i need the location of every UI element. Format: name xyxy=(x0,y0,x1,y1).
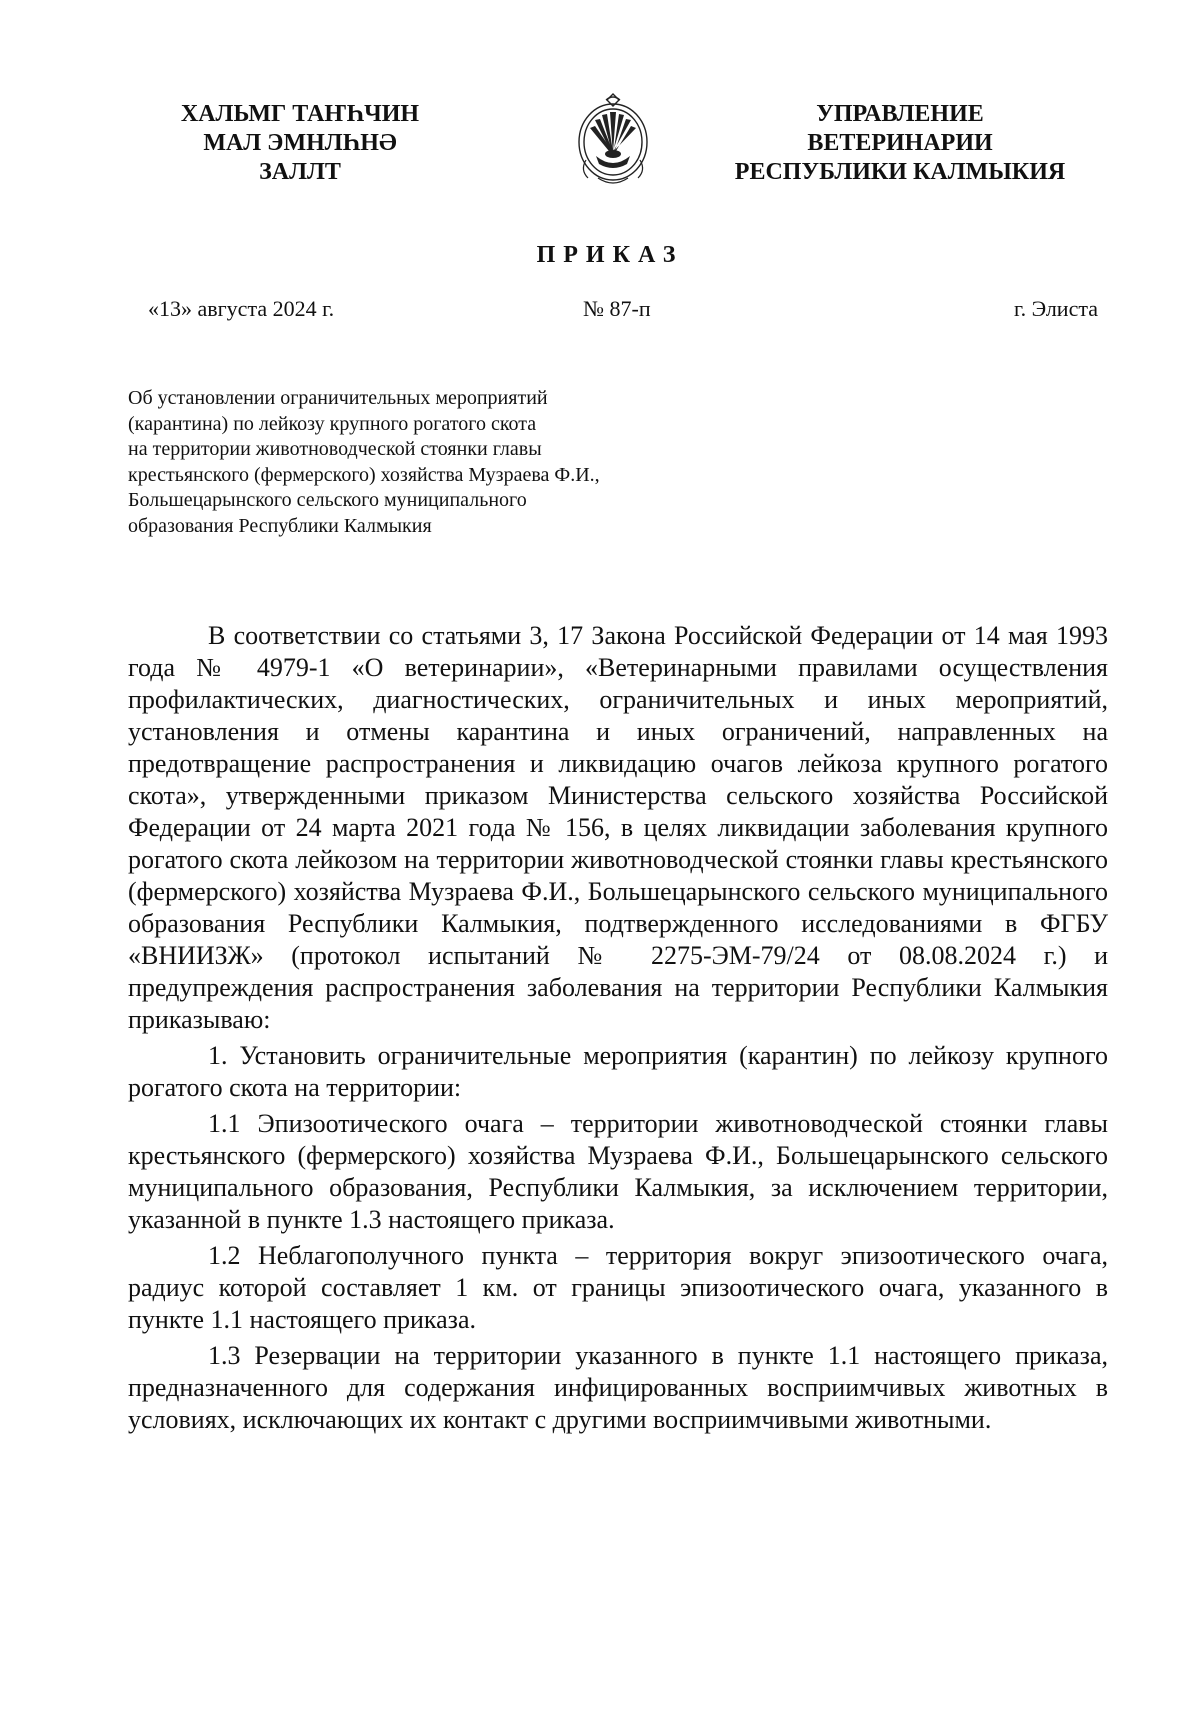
subject-line: крестьянского (фермерского) хозяйства Музраева Ф.И., xyxy=(128,463,600,486)
subject-line: Большецарынского сельского муниципального xyxy=(128,489,527,511)
order-body xyxy=(128,620,1108,1436)
subject-line: Об установлении ограничительных мероприятий xyxy=(128,387,548,409)
document-type-title: ПРИКАЗ xyxy=(536,242,684,268)
clause-1-2: 1.2 Неблагополучного пункта – территория вокруг эпизоотического очага, радиус которой составляет 1 км. от границы эпизоотического очага, указанного в пункте 1.1 настоящего приказа. xyxy=(128,1241,1108,1334)
order-date: «13» августа 2024 г. xyxy=(148,296,335,321)
header-left-kalmyk xyxy=(180,100,420,187)
clause-1-3: 1.3 Резервации на территории указанного в пункте 1.1 настоящего приказа, предназначенного для содержания инфицированных восприимчивых животных в условиях, исключающих их контакт с другими восприимчивыми животными. xyxy=(128,1341,1108,1434)
subject-line: образования Республики Калмыкия xyxy=(128,514,432,537)
order-subject xyxy=(128,386,728,539)
header-right-line: УПРАВЛЕНИЕ xyxy=(816,101,984,127)
header-right-line: ВЕТЕРИНАРИИ xyxy=(807,130,993,156)
preamble-paragraph: В соответствии со статьями 3, 17 Закона Российской Федерации от 14 мая 1993 года № 4979-1 «О ветеринарии», «Ветеринарными правилами осуществления профилактических, диагностических, ограничительных и иных мероприятий, установления и отмены карантина и иных ограничений, направленных на предотвращение распространения и ликвидацию очагов лейкоза крупного рогатого скота», утвержденными приказом Министерства сельского хозяйства Российской Федерации от 24 марта 2021 года № 156, в целях ликвидации заболевания крупного рогатого скота лейкозом на территории животноводческой стоянки главы крестьянского (фермерского) хозяйства Музраева Ф.И., Большецарынского сельского муниципального образования Республики Калмыкия, подтвержденного исследованиями в ФГБУ «ВНИИЗЖ» (протокол испытаний № 2275-ЭМ-79/24 от 08.08.2024 г.) и предупреждения распространения заболевания на территории Республики Калмыкия приказываю: xyxy=(128,621,1108,1034)
order-city: г. Элиста xyxy=(1014,296,1098,321)
order-number: № 87-п xyxy=(583,296,651,321)
header-left-line: ЗАЛЛТ xyxy=(259,159,341,185)
header-right-line: РЕСПУБЛИКИ КАЛМЫКИЯ xyxy=(734,159,1066,185)
kalmykia-coat-of-arms-icon xyxy=(568,90,658,190)
clause-1: 1. Установить ограничительные мероприятия (карантин) по лейкозу крупного рогатого скота на территории: xyxy=(128,1041,1108,1102)
header-left-line: ХАЛЬМГ ТАҤҺЧИН xyxy=(180,101,420,127)
header-left-line: МАЛ ЭМНЛҺНӘ xyxy=(203,130,397,156)
subject-line: на территории животноводческой стоянки главы xyxy=(128,438,542,460)
subject-line: (карантина) по лейкозу крупного рогатого скота xyxy=(128,412,537,435)
clause-1-1: 1.1 Эпизоотического очага – территории животноводческой стоянки главы крестьянского (фермерского) хозяйства Музраева Ф.И., Большецарынского сельского муниципального образования, Республики Калмыкия, за исключением территории, указанной в пункте 1.3 настоящего приказа. xyxy=(128,1109,1108,1234)
header-right-russian xyxy=(720,100,1080,187)
